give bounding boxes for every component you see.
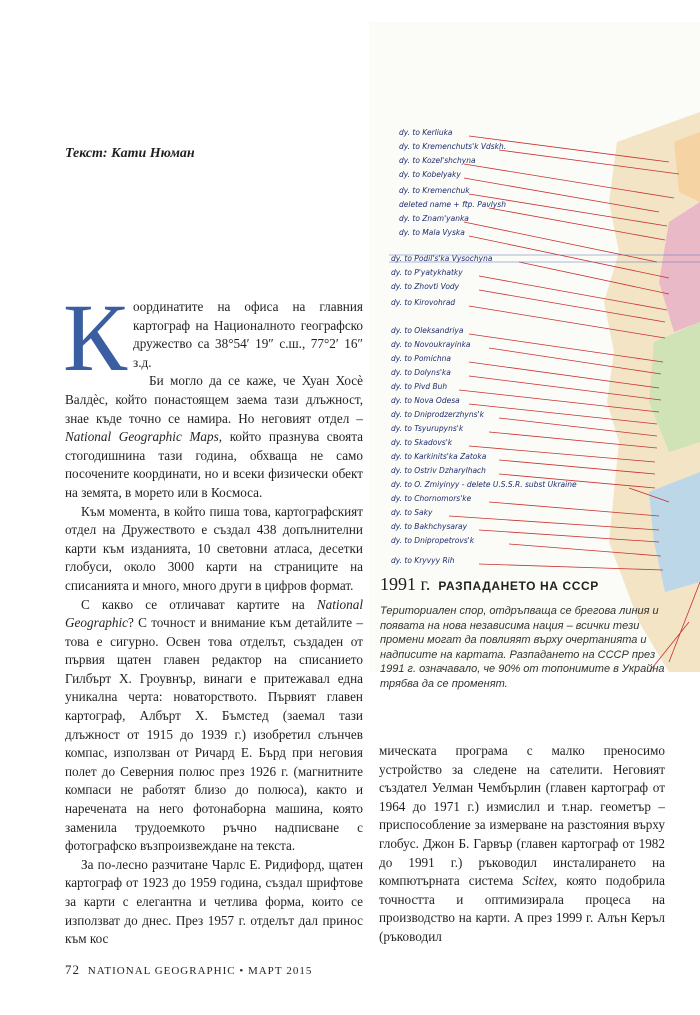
map-label: dy. to Mala Vyska — [399, 228, 465, 237]
page-footer — [65, 962, 312, 978]
map-label: dy. to Dolyns'ka — [391, 368, 451, 377]
paragraph-text: , който празнува своята стогодишнина тази година, обхваща не само посочените координати, но и всеки физически обект на земята, в морето или в Космоса. — [65, 429, 363, 500]
paragraph-italic: Scitex — [522, 873, 554, 889]
paragraph-italic: National Geographic — [65, 596, 363, 631]
map-label: dy. to Chornomors'ke — [391, 494, 472, 503]
map-label: dy. to Pivd Buh — [391, 382, 448, 391]
map-label: dy. to Ostriv Dzharylhach — [391, 466, 486, 475]
map-label: dy. to Kryvyy Rih — [391, 556, 455, 565]
map-label: dy. to Kremenchuts'k Vdskh. — [399, 142, 507, 151]
map-label: deleted name + ftp. Pavlysh — [399, 200, 506, 209]
map-label: dy. to Bakhchysaray — [391, 522, 468, 531]
map-label: dy. to Podil's'ka Vysochyna — [391, 254, 493, 263]
footer-text: NATIONAL GEOGRAPHIC • МАРТ 2015 — [87, 965, 313, 977]
byline: Текст: Кати Нюман — [65, 146, 195, 161]
paragraph-text: оординатите на офиса на главния картограф на Националното географско дружество са 38°54′ 19″ с.ш., 77°2′ 16″ з.д. — [133, 299, 363, 370]
page-number: 72 — [65, 962, 80, 977]
map-label: dy. to Kremenchuk — [399, 186, 470, 195]
map-label: dy. to O. Zmiyinyy - delete U.S.S.R. subst Ukraine — [391, 480, 577, 489]
map-label: dy. to P'yatykhatky — [391, 268, 463, 277]
map-label: dy. to Kozel'shchyna — [399, 156, 476, 165]
paragraph-italic: National Geographic Maps — [65, 429, 219, 445]
map-label: dy. to Kirovohrad — [391, 298, 456, 307]
paragraph-text: , която подобрила точността и оптимизирала процеса на производство на карти. А през 1999 г. Алън Керъл (ръководил — [379, 873, 665, 944]
map-label: dy. to Znam'yanka — [399, 214, 469, 223]
map-label: dy. to Karkinits'ka Zatoka — [391, 452, 487, 461]
article-paragraph — [65, 372, 363, 502]
paragraph-text: С какво се отличават картите на — [81, 596, 317, 612]
drop-cap: К — [63, 284, 128, 391]
article-column-left — [63, 284, 363, 949]
article-paragraph — [379, 742, 665, 947]
map-label: dy. to Dnipropetrovs'k — [391, 536, 475, 545]
article-paragraph — [65, 596, 363, 856]
article-paragraph: Към момента, в който пиша това, картографският отдел на Дружеството е създал 438 допълнителни карти към изданията, 10 световни атласа, десетки глобуси, около 3000 карти на страниците на списанията и много, много други в цифров формат. — [65, 503, 363, 593]
caption-year: 1991 г. — [380, 574, 431, 594]
map-label: dy. to Dniprodzerzhyns'k — [391, 410, 484, 419]
map-label: dy. to Skadovs'k — [391, 438, 453, 447]
map-label: dy. to Nova Odesa — [391, 396, 460, 405]
caption-title — [380, 574, 599, 595]
map-label: dy. to Pomichna — [391, 354, 452, 363]
map-label: dy. to Saky — [391, 508, 433, 517]
map-label: dy. to Kerliuka — [399, 128, 453, 137]
map-label: dy. to Kobelyaky — [399, 170, 461, 179]
caption-heading: РАЗПАДАНЕТО НА СССР — [438, 579, 599, 593]
map-label: dy. to Zhovti Vody — [391, 282, 460, 291]
map-label: dy. to Oleksandriya — [391, 326, 464, 335]
paragraph-text: ? С точност и внимание към детайлите – това е сигурно. Освен това отделът, създаден от първия щатен главен редактор на списанието Гилбърт Х. Гроувнър, винаги е притежавал една уникална черта: новаторството. Първият главен картограф, Албърт Х. Бъмстед (заемал тази длъжност от 1915 до 1939 г.) изобретил слънчев компас, използван от Ричард Е. Бърд при неговия полет до Северния полюс през 1926 г. (магнитните компаси не работят близо до полюса), както и наречената на него фотонаборна машина, която заменила трудоемкото ръчно надписване с фотографско възпроизвеждане на текста. — [65, 615, 363, 854]
paragraph-text: мическата програма с малко преносимо устройство за следене на сателити. Неговият създател Уелман Чембърлин (главен картограф от 1964 до 1971 г.) измислил и т.нар. геометър – приспособление за измерване на разстояния върху глобус. Джон Б. Гарвър (главен картограф от 1982 до 1991 г.) ръководил инсталирането на компютърната система — [379, 743, 665, 889]
article-paragraph — [63, 284, 363, 391]
article-column-right — [379, 742, 665, 947]
article-paragraph: За по-лесно разчитане Чарлс Е. Ридифорд, щатен картограф от 1923 до 1959 година, създал шрифтове за карти с елегантна и четлива форма, които се използват до днес. През 1957 г. отделът дал принос към кос — [65, 856, 363, 947]
map-label: dy. to Novoukrayinka — [391, 340, 471, 349]
map-label: dy. to Tsyurupyns'k — [391, 424, 464, 433]
paragraph-text: Би могло да се каже, че Хуан Хосѐ Валдѐс, който понастоящем заема тази длъжност, знае къде точно се намира. Но неговият отдел – — [65, 373, 363, 426]
caption-body: Териториален спор, отдръпваща се брегова линия и появата на нова независима нация – всички тези промени могат да повлияят върху очертанията и надписите на картата. Разпадането на СССР през 1991 г. означавало, че 90% от топонимите в Украйна трябва да се променят. — [380, 605, 665, 690]
